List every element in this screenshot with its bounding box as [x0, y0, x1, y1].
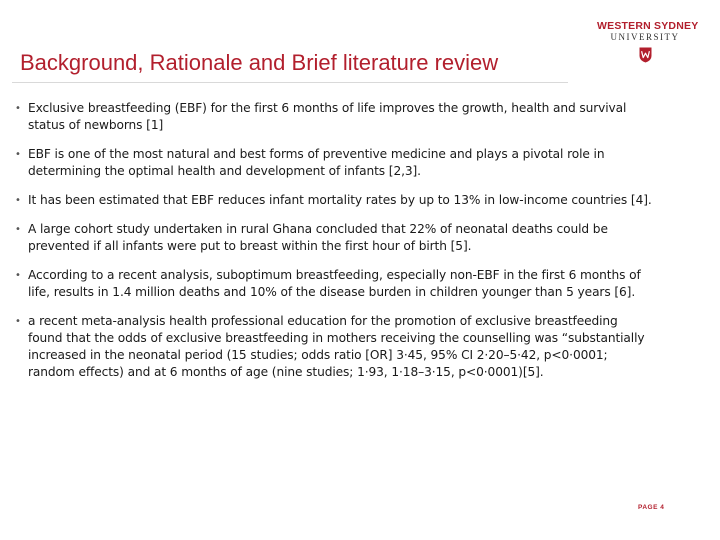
bullet-dot-icon: •: [15, 224, 21, 235]
bullet-item: [12, 221, 652, 255]
bullet-dot-icon: •: [15, 149, 21, 160]
bullet-item: [12, 146, 652, 180]
bullet-item: [12, 192, 652, 209]
university-logo: [597, 20, 699, 63]
bullet-dot-icon: •: [15, 270, 21, 281]
bullet-text: A large cohort study undertaken in rural Ghana concluded that 22% of neonatal deaths could be prevented if all infants were put to breast within the first hour of birth [5].: [28, 222, 608, 253]
bullet-text: Exclusive breastfeeding (EBF) for the first 6 months of life improves the growth, health and survival status of newborns [1]: [28, 101, 627, 132]
bullet-text: According to a recent analysis, suboptimum breastfeeding, especially non-EBF in the first 6 months of life, results in 1.4 million deaths and 10% of the disease burden in children younger than 5 years [6].: [28, 268, 641, 299]
bullet-item: [12, 313, 652, 381]
bullet-dot-icon: •: [15, 195, 21, 206]
logo-wordmark-top: WESTERN SYDNEY: [597, 20, 699, 32]
bullet-item: [12, 100, 652, 134]
slide-title: Background, Rationale and Brief literature review: [20, 50, 499, 75]
logo-wordmark-bottom: UNIVERSITY: [610, 32, 680, 42]
page-number: PAGE 4: [638, 504, 665, 511]
bullet-text: It has been estimated that EBF reduces infant mortality rates by up to 13% in low-income countries [4].: [28, 193, 652, 207]
bullet-dot-icon: •: [15, 316, 21, 327]
bullet-list: [12, 100, 652, 393]
title-divider: [12, 82, 568, 83]
bullet-text: EBF is one of the most natural and best forms of preventive medicine and plays a pivotal role in determining the optimal health and development of infants [2,3].: [28, 147, 605, 178]
bullet-item: [12, 267, 652, 301]
bullet-text: a recent meta-analysis health professional education for the promotion of exclusive breastfeeding found that the odds of exclusive breastfeeding in mothers receiving the counselling was “substantially increased in the neonatal period (15 studies; odds ratio [OR] 3·45, 95% CI 2·20–5·42, p<0·0001; random effects) and at 6 months of age (nine studies; 1·93, 1·18–3·15, p<0·0001)[5].: [28, 314, 645, 379]
bullet-dot-icon: •: [15, 103, 21, 114]
university-crest-icon: [639, 47, 652, 63]
